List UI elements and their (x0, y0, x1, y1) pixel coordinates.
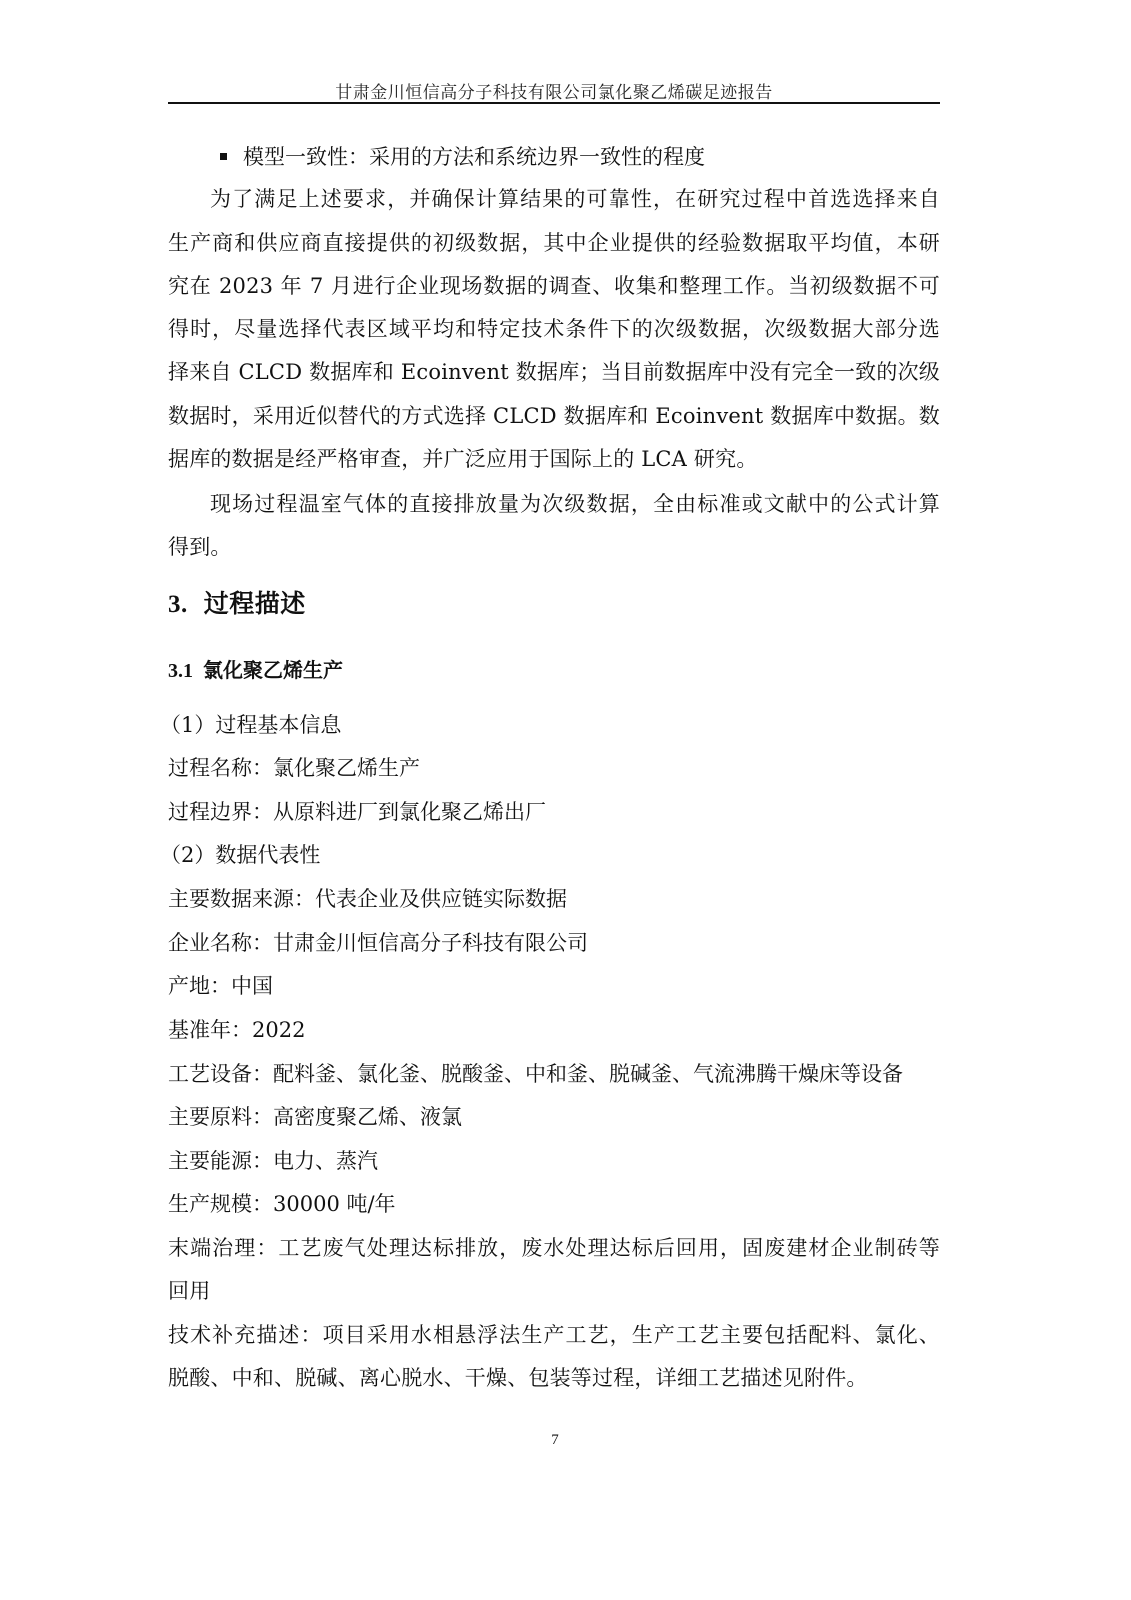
paragraph1-line: 究在 2023 年 7 月进行企业现场数据的调查、收集和整理工作。当初级数据不可 (168, 274, 940, 298)
field-energy: 主要能源：电力、蒸汽 (168, 1149, 378, 1173)
paragraph1-line: 生产商和供应商直接提供的初级数据，其中企业提供的经验数据取平均值，本研 (168, 231, 940, 255)
basic-info-heading: （1）过程基本信息 (160, 713, 342, 737)
header-divider (168, 102, 940, 104)
page-number: 7 (551, 1432, 559, 1448)
process-boundary: 过程边界：从原料进厂到氯化聚乙烯出厂 (168, 800, 546, 824)
subsection-title: 氯化聚乙烯生产 (203, 658, 343, 682)
section-number: 3. (168, 591, 188, 618)
end-treatment-line: 回用 (168, 1279, 211, 1303)
subsection-number: 3.1 (168, 660, 193, 682)
field-raw-materials: 主要原料：高密度聚乙烯、液氯 (168, 1105, 462, 1129)
paragraph2-line: 得到。 (168, 535, 232, 559)
subsection-heading (168, 654, 343, 683)
field-equipment: 工艺设备：配料釜、氯化釜、脱酸釜、中和釜、脱碱釜、气流沸腾干燥床等设备 (168, 1062, 903, 1086)
process-name: 过程名称：氯化聚乙烯生产 (168, 756, 420, 780)
bullet-item (168, 142, 705, 172)
page-header-title: 甘肃金川恒信高分子科技有限公司氯化聚乙烯碳足迹报告 (335, 83, 773, 103)
paragraph1-line: 数据时，采用近似替代的方式选择 CLCD 数据库和 Ecoinvent 数据库中数据。数 (168, 404, 940, 428)
tech-description-line: 脱酸、中和、脱碱、离心脱水、干燥、包装等过程，详细工艺描述见附件。 (168, 1366, 868, 1390)
square-bullet-icon (220, 153, 227, 160)
field-capacity: 生产规模：30000 吨/年 (168, 1192, 396, 1216)
field-data-source: 主要数据来源：代表企业及供应链实际数据 (168, 887, 567, 911)
representativeness-heading: （2）数据代表性 (160, 843, 321, 867)
field-origin: 产地：中国 (168, 974, 273, 998)
tech-description-line: 技术补充描述：项目采用水相悬浮法生产工艺，生产工艺主要包括配料、氯化、 (168, 1323, 940, 1347)
field-company-name: 企业名称：甘肃金川恒信高分子科技有限公司 (168, 931, 588, 955)
paragraph1-line: 择来自 CLCD 数据库和 Ecoinvent 数据库；当目前数据库中没有完全一致的次级 (168, 360, 940, 384)
paragraph2-line: 现场过程温室气体的直接排放量为次级数据，全由标准或文献中的公式计算 (210, 492, 940, 516)
section-heading (168, 584, 306, 620)
end-treatment-line: 末端治理：工艺废气处理达标排放，废水处理达标后回用，固废建材企业制砖等 (168, 1236, 940, 1260)
field-base-year: 基准年：2022 (168, 1018, 306, 1042)
paragraph1-line: 得时，尽量选择代表区域平均和特定技术条件下的次级数据，次级数据大部分选 (168, 317, 940, 341)
paragraph1-line: 为了满足上述要求，并确保计算结果的可靠性，在研究过程中首选选择来自 (210, 187, 940, 211)
bullet-text: 模型一致性：采用的方法和系统边界一致性的程度 (243, 145, 705, 169)
section-title: 过程描述 (203, 589, 306, 618)
paragraph1-line: 据库的数据是经严格审查，并广泛应用于国际上的 LCA 研究。 (168, 447, 758, 471)
